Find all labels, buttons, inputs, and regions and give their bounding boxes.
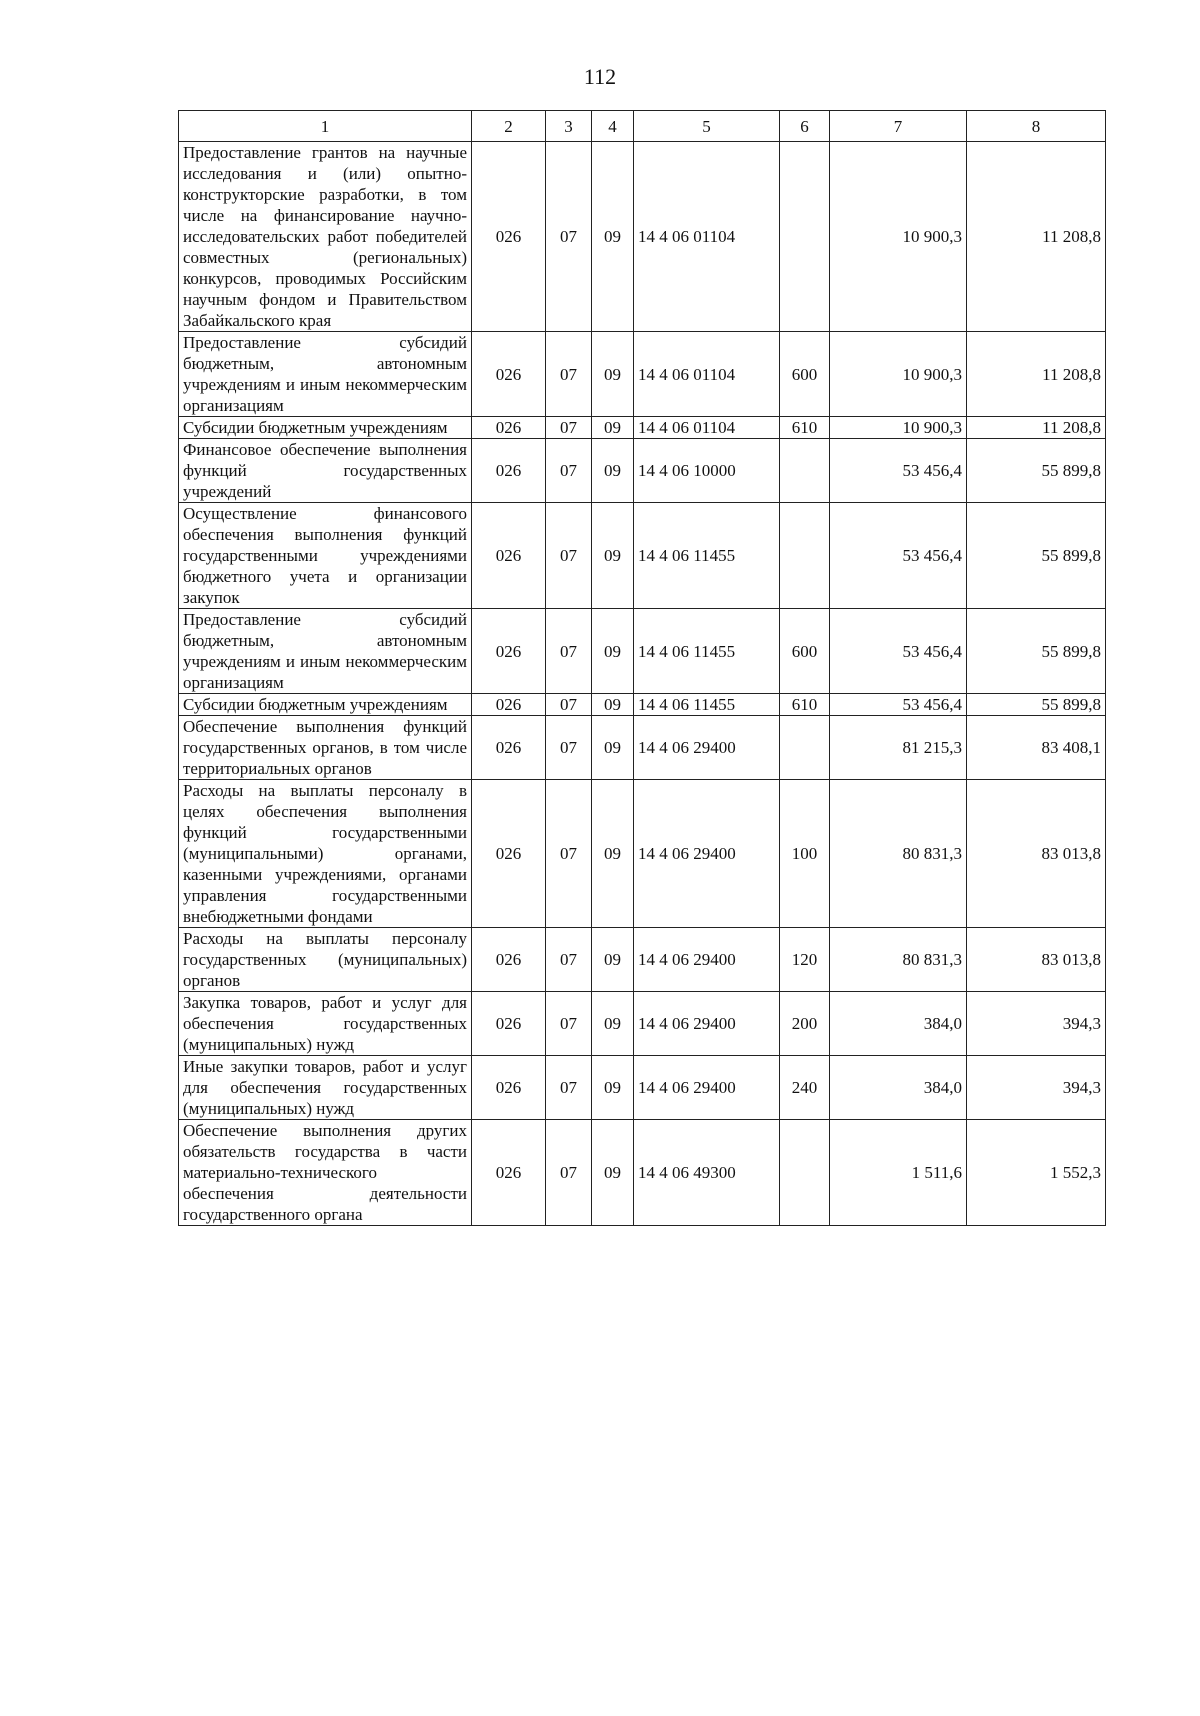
row-name: Субсидии бюджетным учреждениям — [179, 417, 472, 439]
cell-expense-type — [780, 1120, 830, 1226]
row-name: Осуществление финансового обеспечения выполнения функций государственными учреждениями бюджетного учета и организации закупок — [179, 503, 472, 609]
cell-admin-code: 026 — [472, 609, 546, 694]
row-name: Закупка товаров, работ и услуг для обеспечения государственных (муниципальных) нужд — [179, 992, 472, 1056]
cell-amount-col7: 53 456,4 — [830, 609, 967, 694]
column-header: 1 — [179, 111, 472, 142]
table-row — [179, 1056, 1106, 1120]
cell-target-article: 14 4 06 01104 — [634, 142, 780, 332]
cell-amount-col7: 1 511,6 — [830, 1120, 967, 1226]
cell-target-article: 14 4 06 10000 — [634, 439, 780, 503]
table-row — [179, 609, 1106, 694]
cell-target-article: 14 4 06 11455 — [634, 694, 780, 716]
table-row — [179, 694, 1106, 716]
column-header: 8 — [967, 111, 1106, 142]
cell-amount-col8: 11 208,8 — [967, 417, 1106, 439]
cell-subsection: 09 — [592, 503, 634, 609]
cell-expense-type: 100 — [780, 780, 830, 928]
cell-amount-col7: 80 831,3 — [830, 928, 967, 992]
cell-subsection: 09 — [592, 609, 634, 694]
row-name: Субсидии бюджетным учреждениям — [179, 694, 472, 716]
column-header: 4 — [592, 111, 634, 142]
table-row — [179, 503, 1106, 609]
cell-subsection: 09 — [592, 417, 634, 439]
cell-subsection: 09 — [592, 332, 634, 417]
cell-target-article: 14 4 06 11455 — [634, 503, 780, 609]
cell-amount-col8: 1 552,3 — [967, 1120, 1106, 1226]
cell-section: 07 — [546, 332, 592, 417]
cell-target-article: 14 4 06 29400 — [634, 1056, 780, 1120]
cell-subsection: 09 — [592, 992, 634, 1056]
cell-expense-type: 240 — [780, 1056, 830, 1120]
cell-amount-col8: 83 013,8 — [967, 928, 1106, 992]
cell-expense-type: 610 — [780, 694, 830, 716]
cell-admin-code: 026 — [472, 439, 546, 503]
cell-amount-col7: 53 456,4 — [830, 503, 967, 609]
cell-amount-col7: 10 900,3 — [830, 142, 967, 332]
cell-amount-col8: 55 899,8 — [967, 503, 1106, 609]
row-name: Предоставление субсидий бюджетным, автономным учреждениям и иным некоммерческим организациям — [179, 609, 472, 694]
budget-table — [178, 110, 1106, 1226]
row-name: Предоставление грантов на научные исследования и (или) опытно-конструкторские разработки, в том числе на финансирование научно-исследовательских работ победителей совместных (региональных) конкурсов, проводимых Российским научным фондом и Правительством Забайкальского края — [179, 142, 472, 332]
cell-amount-col7: 53 456,4 — [830, 694, 967, 716]
cell-target-article: 14 4 06 11455 — [634, 609, 780, 694]
cell-subsection: 09 — [592, 1056, 634, 1120]
cell-section: 07 — [546, 992, 592, 1056]
cell-section: 07 — [546, 1056, 592, 1120]
cell-admin-code: 026 — [472, 1056, 546, 1120]
cell-admin-code: 026 — [472, 716, 546, 780]
cell-expense-type — [780, 439, 830, 503]
column-header: 3 — [546, 111, 592, 142]
cell-amount-col8: 55 899,8 — [967, 694, 1106, 716]
cell-admin-code: 026 — [472, 694, 546, 716]
cell-section: 07 — [546, 716, 592, 780]
cell-amount-col8: 83 408,1 — [967, 716, 1106, 780]
cell-expense-type — [780, 503, 830, 609]
cell-amount-col7: 384,0 — [830, 992, 967, 1056]
cell-target-article: 14 4 06 01104 — [634, 332, 780, 417]
header-row — [179, 111, 1106, 142]
cell-subsection: 09 — [592, 716, 634, 780]
cell-admin-code: 026 — [472, 992, 546, 1056]
cell-amount-col7: 81 215,3 — [830, 716, 967, 780]
cell-target-article: 14 4 06 29400 — [634, 716, 780, 780]
cell-section: 07 — [546, 142, 592, 332]
cell-section: 07 — [546, 609, 592, 694]
table-body — [179, 142, 1106, 1226]
cell-admin-code: 026 — [472, 780, 546, 928]
row-name: Расходы на выплаты персоналу государственных (муниципальных) органов — [179, 928, 472, 992]
column-header: 6 — [780, 111, 830, 142]
cell-amount-col7: 384,0 — [830, 1056, 967, 1120]
column-header: 7 — [830, 111, 967, 142]
table-row — [179, 417, 1106, 439]
row-name: Обеспечение выполнения функций государственных органов, в том числе территориальных органов — [179, 716, 472, 780]
table-row — [179, 1120, 1106, 1226]
cell-expense-type: 610 — [780, 417, 830, 439]
row-name: Финансовое обеспечение выполнения функций государственных учреждений — [179, 439, 472, 503]
table-row — [179, 992, 1106, 1056]
cell-amount-col8: 394,3 — [967, 1056, 1106, 1120]
cell-expense-type — [780, 142, 830, 332]
cell-expense-type: 600 — [780, 609, 830, 694]
cell-amount-col7: 80 831,3 — [830, 780, 967, 928]
cell-amount-col8: 55 899,8 — [967, 609, 1106, 694]
cell-subsection: 09 — [592, 1120, 634, 1226]
row-name: Предоставление субсидий бюджетным, автономным учреждениям и иным некоммерческим организациям — [179, 332, 472, 417]
cell-section: 07 — [546, 1120, 592, 1226]
cell-section: 07 — [546, 694, 592, 716]
cell-subsection: 09 — [592, 780, 634, 928]
table-row — [179, 439, 1106, 503]
cell-amount-col8: 11 208,8 — [967, 332, 1106, 417]
cell-section: 07 — [546, 417, 592, 439]
cell-subsection: 09 — [592, 928, 634, 992]
cell-admin-code: 026 — [472, 503, 546, 609]
cell-amount-col8: 55 899,8 — [967, 439, 1106, 503]
cell-admin-code: 026 — [472, 928, 546, 992]
cell-subsection: 09 — [592, 439, 634, 503]
cell-target-article: 14 4 06 49300 — [634, 1120, 780, 1226]
cell-target-article: 14 4 06 29400 — [634, 780, 780, 928]
cell-amount-col8: 394,3 — [967, 992, 1106, 1056]
row-name: Обеспечение выполнения других обязательств государства в части материально-технического обеспечения деятельности государственного органа — [179, 1120, 472, 1226]
cell-amount-col8: 83 013,8 — [967, 780, 1106, 928]
cell-expense-type: 200 — [780, 992, 830, 1056]
cell-admin-code: 026 — [472, 332, 546, 417]
cell-section: 07 — [546, 928, 592, 992]
table-row — [179, 332, 1106, 417]
cell-target-article: 14 4 06 01104 — [634, 417, 780, 439]
table-row — [179, 928, 1106, 992]
cell-subsection: 09 — [592, 142, 634, 332]
column-header: 2 — [472, 111, 546, 142]
cell-section: 07 — [546, 503, 592, 609]
cell-section: 07 — [546, 780, 592, 928]
table-row — [179, 142, 1106, 332]
cell-expense-type: 120 — [780, 928, 830, 992]
cell-target-article: 14 4 06 29400 — [634, 928, 780, 992]
cell-expense-type: 600 — [780, 332, 830, 417]
cell-subsection: 09 — [592, 694, 634, 716]
cell-amount-col7: 10 900,3 — [830, 332, 967, 417]
table-row — [179, 716, 1106, 780]
cell-admin-code: 026 — [472, 1120, 546, 1226]
row-name: Расходы на выплаты персоналу в целях обеспечения выполнения функций государственными (муниципальными) органами, казенными учреждениями, органами управления государственными внебюджетными фондами — [179, 780, 472, 928]
table-row — [179, 780, 1106, 928]
page-number: 112 — [583, 64, 617, 89]
row-name: Иные закупки товаров, работ и услуг для обеспечения государственных (муниципальных) нужд — [179, 1056, 472, 1120]
column-header: 5 — [634, 111, 780, 142]
cell-admin-code: 026 — [472, 417, 546, 439]
cell-section: 07 — [546, 439, 592, 503]
cell-expense-type — [780, 716, 830, 780]
cell-amount-col7: 10 900,3 — [830, 417, 967, 439]
cell-amount-col8: 11 208,8 — [967, 142, 1106, 332]
cell-amount-col7: 53 456,4 — [830, 439, 967, 503]
cell-target-article: 14 4 06 29400 — [634, 992, 780, 1056]
cell-admin-code: 026 — [472, 142, 546, 332]
